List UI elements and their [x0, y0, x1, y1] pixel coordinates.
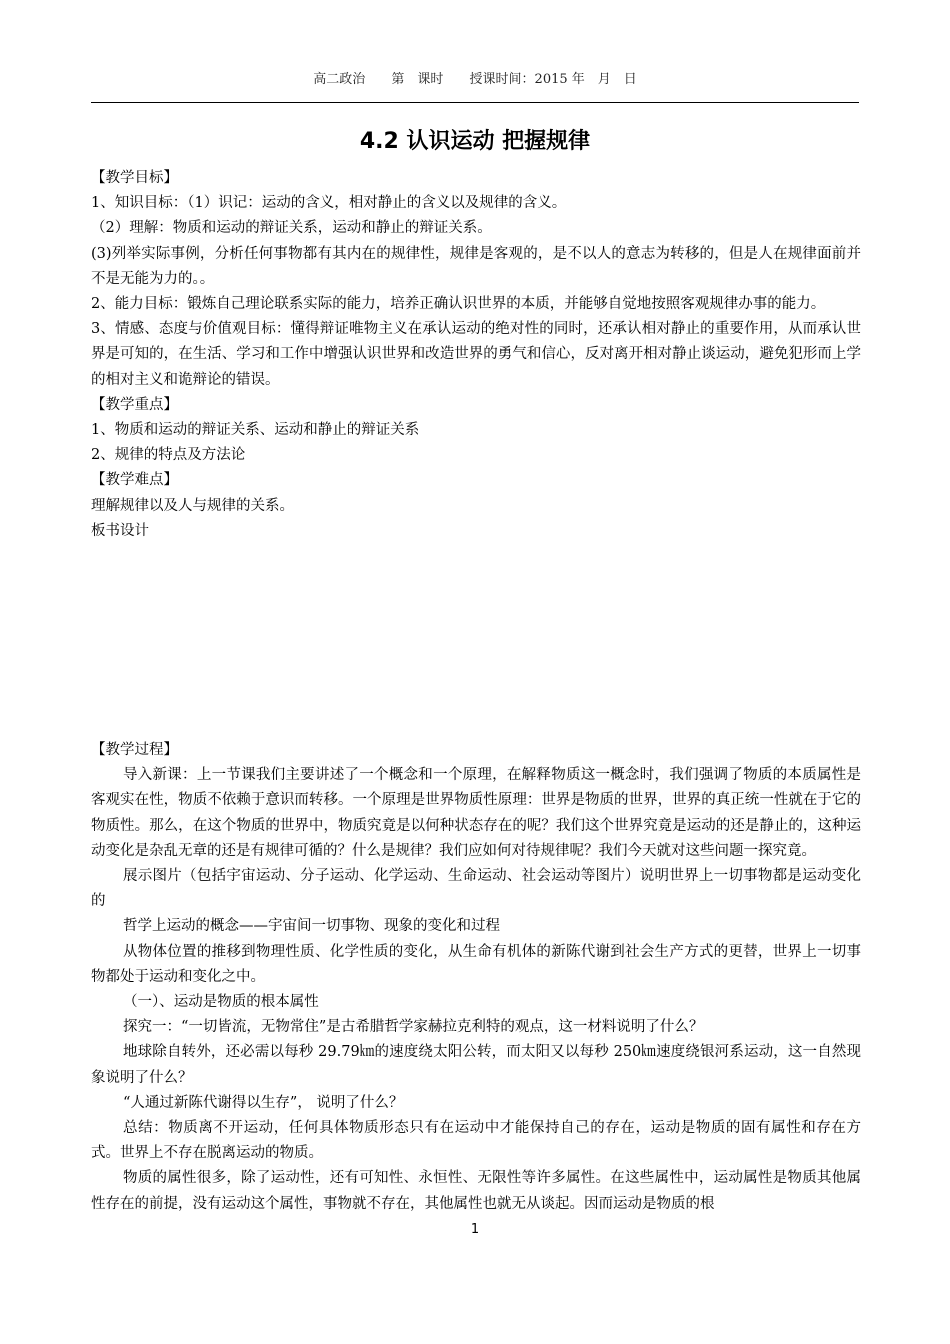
paragraph: 1、物质和运动的辩证关系、运动和静止的辩证关系	[91, 422, 420, 439]
header-lesson: 第 课时	[391, 72, 444, 87]
paragraph: “人通过新陈代谢得以生存”， 说明了什么？	[123, 1094, 404, 1111]
paragraph: （2）理解：物质和运动的辩证关系，运动和静止的辩证关系。	[91, 220, 492, 237]
paragraph: 理解规律以及人与规律的关系。	[91, 497, 294, 514]
paragraph: (3)列举实际事例，分析任何事物都有其内在的规律性，规律是客观的，是不以人的意志为转移的，但是人在规律面前并不是无能为力的。。	[91, 245, 861, 287]
paragraph: 从物体位置的推移到物理性质、化学性质的变化，从生命有机体的新陈代谢到社会生产方式的更替，世界上一切事物都处于运动和变化之中。	[91, 943, 861, 985]
section-heading: 【教学目标】	[91, 170, 178, 186]
board-design-label: 板书设计	[91, 522, 149, 539]
paragraph: 物质的属性很多，除了运动性，还有可知性、永恒性、无限性等许多属性。在这些属性中，运动属性是物质其他属性存在的前提，没有运动这个属性，事物就不存在，其他属性也就无从谈起。因而运动是物质的根	[91, 1170, 861, 1212]
paragraph: 2、规律的特点及方法论	[91, 447, 246, 464]
document-title: 4.2 认识运动 把握规律	[359, 129, 591, 154]
section-heading: 【教学过程】	[91, 742, 178, 758]
page-header	[0, 68, 950, 87]
subsection-heading: （一）、运动是物质的根本属性	[123, 994, 319, 1011]
paragraph: 2、能力目标：锻炼自己理论联系实际的能力，培养正确认识世界的本质，并能够自觉地按照客观规律办事的能力。	[91, 296, 826, 313]
section-heading: 【教学重点】	[91, 396, 178, 413]
paragraph: 总结：物质离不开运动，任何具体物质形态只有在运动中才能保持自己的存在，运动是物质的固有属性和存在方式。世界上不存在脱离运动的物质。	[91, 1120, 861, 1162]
paragraph: 展示图片（包括宇宙运动、分子运动、化学运动、生命运动、社会运动等图片）说明世界上一切事物都是运动变化的	[91, 868, 861, 910]
paragraph: 地球除自转外，还必需以每秒 29.79㎞的速度绕太阳公转，而太阳又以每秒 250㎞速度绕银河系运动，这一自然现象说明了什么？	[91, 1044, 861, 1086]
header-date: 授课时间：2015 年 月 日	[469, 72, 637, 87]
paragraph: 探究一：“一切皆流，无物常住”是古希腊哲学家赫拉克利特的观点，这一材料说明了什么？	[123, 1019, 704, 1036]
objectives-section	[91, 166, 861, 544]
header-subject: 高二政治	[313, 72, 366, 87]
paragraph: 1、知识目标：（1）识记：运动的含义，相对静止的含义以及规律的含义。	[91, 195, 567, 212]
section-heading: 【教学难点】	[91, 472, 178, 489]
paragraph: 哲学上运动的概念——宇宙间一切事物、现象的变化和过程	[123, 918, 500, 935]
paragraph: 导入新课：上一节课我们主要讲述了一个概念和一个原理，在解释物质这一概念时，我们强调了物质的本质属性是客观实在性，物质不依赖于意识而转移。一个原理是世界物质性原理：世界是物质的世界，世界的真正统一性就在于它的物质性。那么，在这个物质的世界中，物质究竟是以何种状态存在的呢？我们这个世界究竟是运动的还是静止的，这种运动变化是杂乱无章的还是有规律可循的？什么是规律？我们应如何对待规律呢？我们今天就对这些问题一探究竟。	[91, 767, 861, 859]
process-section	[91, 738, 861, 1217]
paragraph: 3、情感、态度与价值观目标：懂得辩证唯物主义在承认运动的绝对性的同时，还承认相对静止的重要作用，从而承认世界是可知的，在生活、学习和工作中增强认识世界和改造世界的勇气和信心，反对离开相对静止谈运动，避免犯形而上学的相对主义和诡辩论的错误。	[91, 321, 861, 388]
header-rule	[91, 102, 859, 103]
page-number: 1	[470, 1222, 480, 1237]
